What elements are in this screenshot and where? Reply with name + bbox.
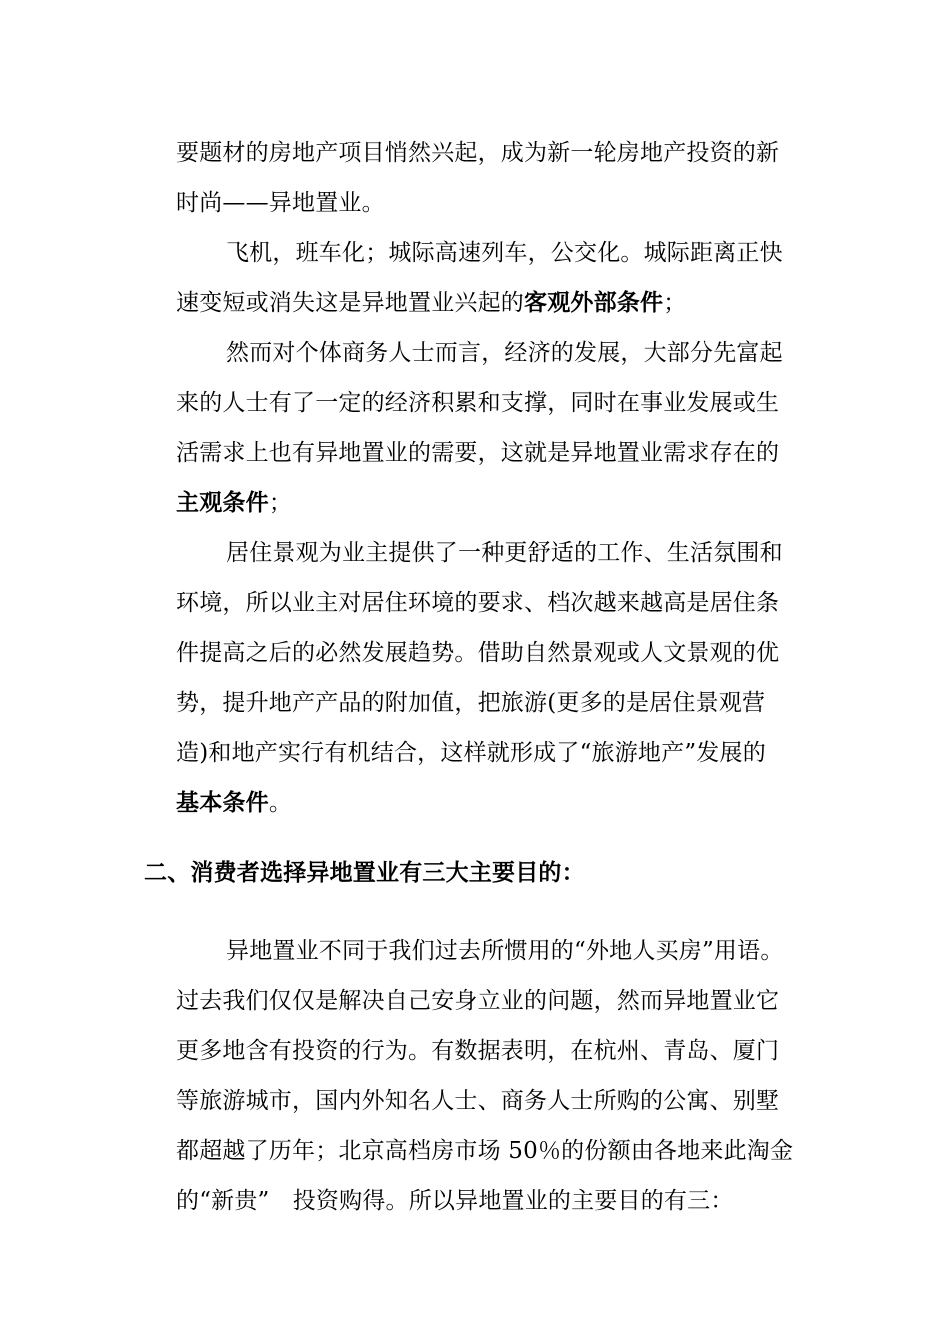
paragraph-4-line-6 bbox=[176, 788, 292, 818]
paragraph-4-line-2: 环境，所以业主对居住环境的要求、档次越来越高是居住条 bbox=[176, 590, 780, 616]
paragraph-3-line-1: 然而对个体商务人士而言，经济的发展，大部分先富起 bbox=[226, 340, 783, 366]
paragraph-3-line-4 bbox=[176, 488, 292, 518]
paragraph-4-line-1: 居住景观为业主提供了一种更舒适的工作、生活氛围和 bbox=[226, 540, 783, 566]
paragraph-2-line-2-end: ； bbox=[663, 290, 687, 316]
paragraph-5-line-4: 等旅游城市，国内外知名人士、商务人士所购的公寓、别墅 bbox=[176, 1088, 780, 1114]
paragraph-2-line-2-text: 速变短或消失这是异地置业兴起的 bbox=[176, 290, 524, 316]
paragraph-3-line-2: 来的人士有了一定的经济积累和支撑，同时在事业发展或生 bbox=[176, 390, 780, 416]
paragraph-1-line-1: 要题材的房地产项目悄然兴起，成为新一轮房地产投资的新 bbox=[176, 140, 780, 166]
paragraph-5-line-5: 都超越了历年；北京高档房市场 50％的份额由各地来此淘金 bbox=[176, 1138, 794, 1164]
subjective-conditions: 主观条件 bbox=[176, 489, 269, 516]
paragraph-1-line-2: 时尚——异地置业。 bbox=[176, 190, 385, 216]
paragraph-4-line-6-end: 。 bbox=[268, 790, 293, 816]
paragraph-5-line-2: 过去我们仅仅是解决自己安身立业的问题，然而异地置业它 bbox=[176, 988, 780, 1014]
paragraph-2-line-2 bbox=[176, 288, 686, 318]
paragraph-2-line-1: 飞机，班车化；城际高速列车，公交化。城际距离正快 bbox=[226, 240, 783, 266]
objective-external-conditions: 客观外部条件 bbox=[524, 289, 664, 316]
paragraph-4-line-5: 造)和地产实行有机结合，这样就形成了“旅游地产”发展的 bbox=[176, 740, 766, 766]
paragraph-5-line-3: 更多地含有投资的行为。有数据表明，在杭州、青岛、厦门 bbox=[176, 1038, 780, 1064]
section-heading: 二、消费者选择异地置业有三大主要目的： bbox=[144, 859, 585, 886]
paragraph-3-line-4-end: ； bbox=[268, 490, 293, 516]
paragraph-5-line-6: 的“新贵” 投资购得。所以异地置业的主要目的有三： bbox=[176, 1188, 734, 1214]
paragraph-4-line-3: 件提高之后的必然发展趋势。借助自然景观或人文景观的优 bbox=[176, 640, 780, 666]
basic-conditions: 基本条件 bbox=[176, 789, 269, 816]
paragraph-4-line-4: 势，提升地产产品的附加值，把旅游(更多的是居住景观营 bbox=[176, 690, 766, 716]
paragraph-5-line-1: 异地置业不同于我们过去所惯用的“外地人买房”用语。 bbox=[226, 938, 784, 964]
paragraph-3-line-3: 活需求上也有异地置业的需要，这就是异地置业需求存在的 bbox=[176, 440, 780, 466]
